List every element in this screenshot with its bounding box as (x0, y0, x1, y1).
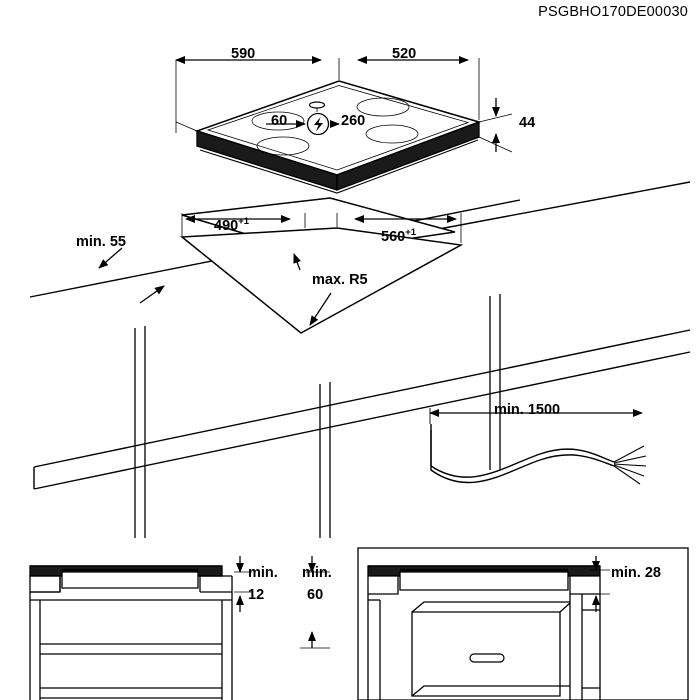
cable-diagram (430, 408, 646, 484)
label-height-44: 44 (519, 115, 536, 131)
drawing-code: PSGBHO170DE00030 (538, 4, 688, 20)
label-left-min-bottom: min. (302, 565, 332, 581)
label-left-12: 12 (248, 587, 265, 603)
label-cutout-490: $490^{+1}$ (214, 216, 250, 234)
power-symbol (308, 114, 329, 135)
cable-strands (614, 446, 646, 484)
label-right-min-28: min. 28 (611, 565, 661, 581)
label-min-55: min. 55 (76, 234, 126, 250)
label-offset-260: 260 (341, 113, 366, 129)
label-depth-520: 520 (392, 46, 417, 62)
label-left-60: 60 (307, 587, 324, 603)
cable-hole (310, 102, 325, 108)
label-left-min-top: min. (248, 565, 278, 581)
label-cutout-560: $560^{+1}$ (381, 227, 417, 245)
label-hole-60: 60 (271, 113, 288, 129)
label-cable-min-1500: min. 1500 (494, 402, 561, 418)
section-left (30, 566, 232, 700)
hob-top-surface (197, 81, 479, 175)
dim-min55 (99, 248, 164, 303)
label-width-590: 590 (231, 46, 256, 62)
worktop-legs (135, 294, 500, 538)
label-max-r5: max. R5 (312, 272, 368, 288)
